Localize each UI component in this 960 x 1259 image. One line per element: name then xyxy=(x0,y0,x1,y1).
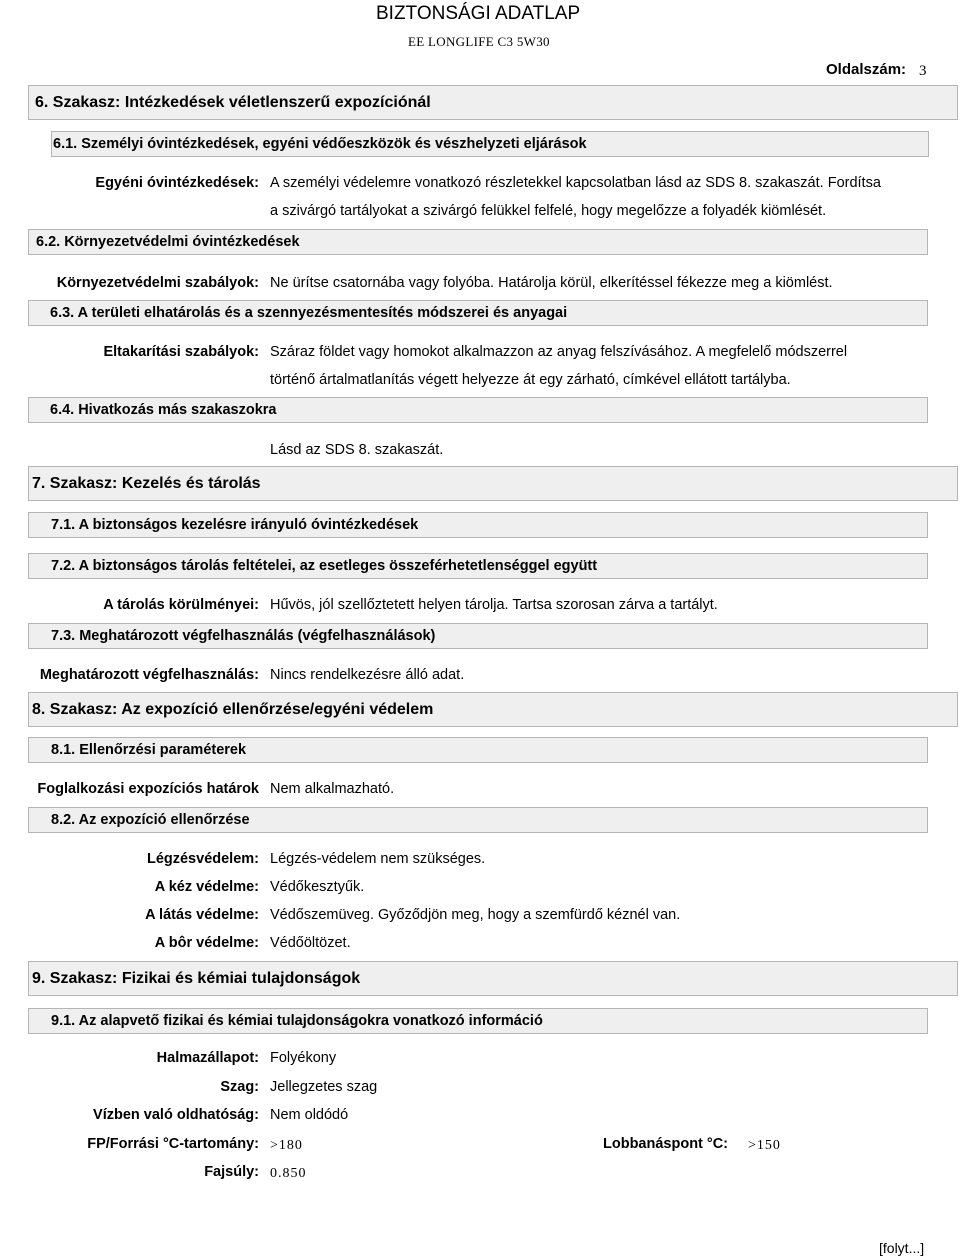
hand-protection-value: Védőkesztyűk. xyxy=(270,879,365,895)
cleanup-rules-line-1: Száraz földet vagy homokot alkalmazzon az anyag felszívásához. A megfelelő módszerrel xyxy=(270,344,848,360)
subsection-6-3-header xyxy=(28,300,928,326)
section-8-header xyxy=(28,692,958,727)
section-8-title: 8. Szakasz: Az expozíció ellenőrzése/egyéni védelem xyxy=(32,700,434,718)
solubility-label: Vízben való oldhatóság: xyxy=(93,1107,259,1123)
subsection-8-2-title: 8.2. Az expozíció ellenőrzése xyxy=(51,812,250,828)
physical-state-label: Halmazállapot: xyxy=(156,1050,259,1066)
storage-conditions-value: Hűvös, jól szellőztetett helyen tárolja. Tartsa szorosan zárva a tartályt. xyxy=(270,597,718,613)
personal-precautions-line-2: a szivárgó tartályokat a szivárgó felükkel felfelé, hogy megelőzze a folyadék kiömlését. xyxy=(270,203,827,219)
subsection-7-3-title: 7.3. Meghatározott végfelhasználás (végfelhasználások) xyxy=(51,628,436,644)
exposure-limits-value: Nem alkalmazható. xyxy=(270,781,395,797)
continued-marker: [folyt...] xyxy=(879,1240,925,1256)
subsection-8-1-header xyxy=(28,737,928,763)
subsection-7-2-header xyxy=(28,553,928,579)
section-7-header xyxy=(28,466,958,501)
personal-precautions-line-1: A személyi védelemre vonatkozó részletekkel kapcsolatban lásd az SDS 8. szakaszát. Fordítsa xyxy=(270,175,881,191)
skin-protection-label: A bôr védelme: xyxy=(154,935,259,951)
cleanup-rules-line-2: történő ártalmatlanítás végett helyezze át egy zárható, címkével ellátott tartályba. xyxy=(270,372,791,388)
subsection-7-2-title: 7.2. A biztonságos tárolás feltételei, az esetleges összeférhetetlenséggel együtt xyxy=(51,558,598,574)
density-label: Fajsúly: xyxy=(204,1164,259,1180)
subsection-6-1-header xyxy=(51,131,929,157)
eye-protection-label: A látás védelme: xyxy=(145,907,259,923)
subsection-8-2-header xyxy=(28,807,928,833)
product-name: EE LONGLIFE C3 5W30 xyxy=(408,34,550,49)
odour-label: Szag: xyxy=(220,1079,259,1095)
subsection-8-1-title: 8.1. Ellenőrzési paraméterek xyxy=(51,742,247,758)
subsection-7-1-title: 7.1. A biztonságos kezelésre irányuló óvintézkedések xyxy=(51,517,419,533)
exposure-limits-label: Foglalkozási expozíciós határok xyxy=(37,781,259,797)
hand-protection-label: A kéz védelme: xyxy=(154,879,259,895)
environmental-rules-value: Ne ürítse csatornába vagy folyóba. Határolja körül, elkerítéssel fékezze meg a kiömlést. xyxy=(270,275,833,291)
subsection-6-3-title: 6.3. A területi elhatárolás és a szennyezésmentesítés módszerei és anyagai xyxy=(50,305,568,321)
respiratory-protection-label: Légzésvédelem: xyxy=(146,851,259,867)
physical-state-value: Folyékony xyxy=(270,1050,337,1066)
odour-value: Jellegzetes szag xyxy=(270,1079,378,1095)
section-6-header xyxy=(28,85,958,120)
end-use-value: Nincs rendelkezésre álló adat. xyxy=(270,667,465,683)
subsection-6-1-title: 6.1. Személyi óvintézkedések, egyéni védőeszközök és vészhelyzeti eljárások xyxy=(53,136,587,152)
environmental-rules-label: Környezetvédelmi szabályok: xyxy=(56,275,259,291)
subsection-7-1-header xyxy=(28,512,928,538)
density-value: 0.850 xyxy=(270,1166,307,1181)
section-7-title: 7. Szakasz: Kezelés és tárolás xyxy=(32,474,261,492)
page-label: Oldalszám: xyxy=(826,61,907,78)
flash-point-value: >150 xyxy=(748,1138,781,1153)
section-9-header xyxy=(28,961,958,996)
storage-conditions-label: A tárolás körülményei: xyxy=(103,597,259,613)
solubility-value: Nem oldódó xyxy=(270,1107,349,1123)
subsection-6-4-title: 6.4. Hivatkozás más szakaszokra xyxy=(50,402,277,418)
other-sections-reference: Lásd az SDS 8. szakaszát. xyxy=(270,442,444,458)
subsection-9-1-header xyxy=(28,1008,928,1034)
section-6-title: 6. Szakasz: Intézkedések véletlenszerű expozíciónál xyxy=(35,93,431,111)
skin-protection-value: Védőöltözet. xyxy=(270,935,351,951)
eye-protection-value: Védőszemüveg. Győződjön meg, hogy a szemfürdő kéznél van. xyxy=(270,907,681,923)
section-9-title: 9. Szakasz: Fizikai és kémiai tulajdonságok xyxy=(32,969,361,987)
personal-precautions-label: Egyéni óvintézkedések: xyxy=(95,175,259,191)
boiling-range-label: FP/Forrási °C-tartomány: xyxy=(87,1136,259,1152)
subsection-6-4-header xyxy=(28,397,928,423)
boiling-range-value: >180 xyxy=(270,1138,303,1153)
cleanup-rules-label: Eltakarítási szabályok: xyxy=(103,344,259,360)
respiratory-protection-value: Légzés-védelem nem szükséges. xyxy=(270,851,486,867)
subsection-6-2-title: 6.2. Környezetvédelmi óvintézkedések xyxy=(36,234,300,250)
subsection-7-3-header xyxy=(28,623,928,649)
document-title: BIZTONSÁGI ADATLAP xyxy=(376,3,581,24)
end-use-label: Meghatározott végfelhasználás: xyxy=(39,667,259,683)
subsection-9-1-title: 9.1. Az alapvető fizikai és kémiai tulajdonságokra vonatkozó információ xyxy=(51,1013,543,1029)
subsection-6-2-header xyxy=(28,229,928,255)
flash-point-label: Lobbanáspont °C: xyxy=(603,1136,729,1152)
page-number: 3 xyxy=(919,63,927,79)
